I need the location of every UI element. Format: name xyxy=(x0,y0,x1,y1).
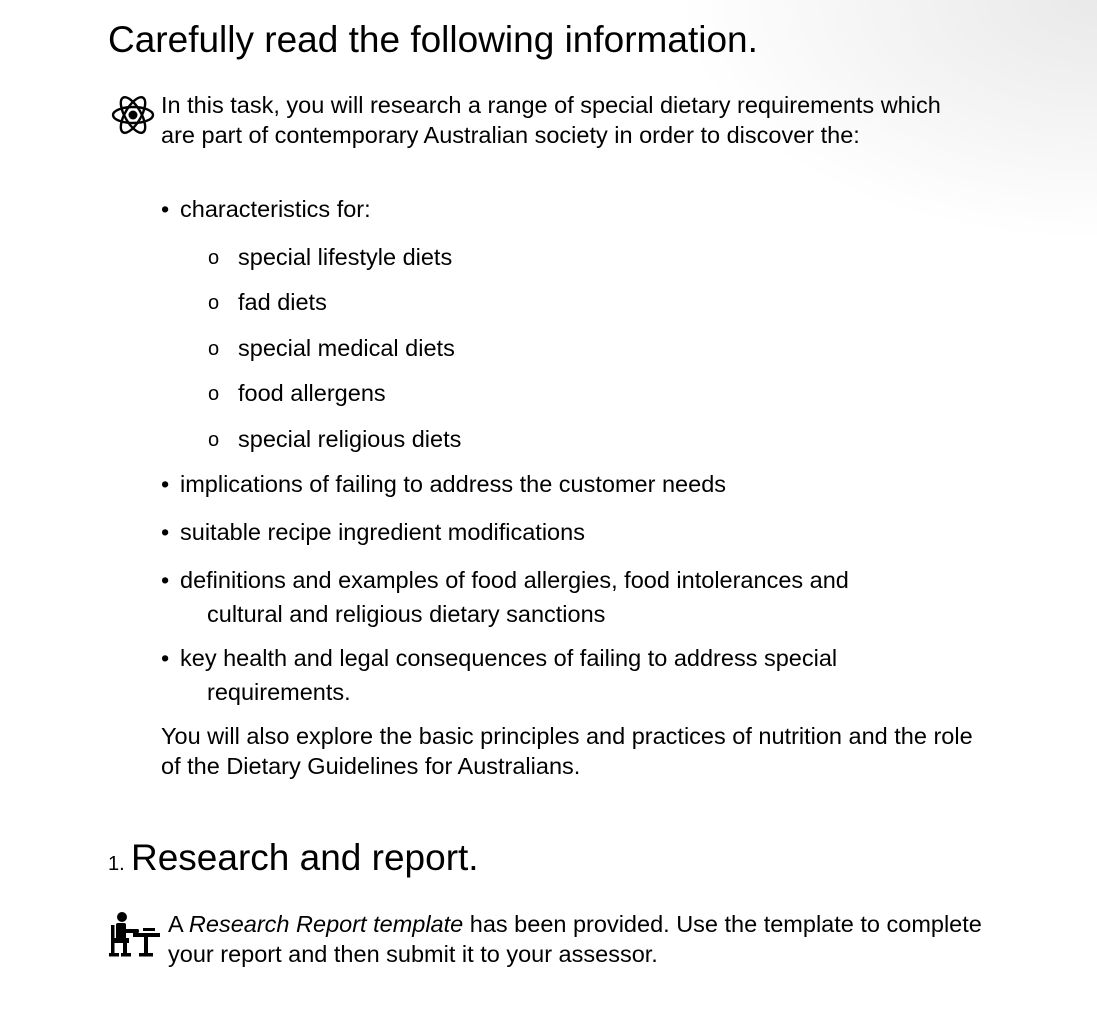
list-item-continuation: cultural and religious dietary sanctions xyxy=(207,601,606,627)
outro-paragraph: You will also explore the basic principles and practices of nutrition and the role of the Dietary Guidelines for Australians. xyxy=(161,723,973,779)
section-number: 1. xyxy=(108,853,125,875)
bullet-icon: • xyxy=(161,471,170,497)
bullet-icon: • xyxy=(161,645,170,671)
intro-paragraph: In this task, you will research a range of special dietary requirements which are part of contemporary Australian society in order to discover the: xyxy=(161,92,941,148)
list-item: • key health and legal consequences of failing to address special xyxy=(161,641,837,675)
circle-bullet-icon: o xyxy=(208,338,220,360)
list-item: • characteristics for: xyxy=(161,192,371,226)
sub-list-item: o fad diets xyxy=(238,287,327,317)
list-item: • definitions and examples of food allergies, food intolerances and xyxy=(161,563,849,597)
circle-bullet-icon: o xyxy=(208,247,220,269)
bullet-icon: • xyxy=(161,196,170,222)
sub-list-item: o special lifestyle diets xyxy=(238,242,452,272)
bullet-icon: • xyxy=(161,519,170,545)
sub-list-item: o special medical diets xyxy=(238,333,455,363)
section-title: Research and report. xyxy=(131,837,479,878)
sub-list-item: o special religious diets xyxy=(238,424,461,454)
atom-icon xyxy=(110,92,156,138)
template-name: Research Report template xyxy=(188,911,464,937)
report-paragraph: A Research Report template has been provided. Use the template to complete your report and then submit it to your assessor. xyxy=(168,911,982,967)
page-heading: Carefully read the following information. xyxy=(108,19,758,60)
sub-list-item: o food allergens xyxy=(238,378,386,408)
list-item: • suitable recipe ingredient modifications xyxy=(161,515,585,549)
circle-bullet-icon: o xyxy=(208,429,220,451)
bullet-icon: • xyxy=(161,567,170,593)
person-at-desk-icon xyxy=(109,911,163,961)
circle-bullet-icon: o xyxy=(208,383,220,405)
circle-bullet-icon: o xyxy=(208,292,220,314)
list-item-continuation: requirements. xyxy=(207,679,351,705)
list-item: • implications of failing to address the customer needs xyxy=(161,467,726,501)
